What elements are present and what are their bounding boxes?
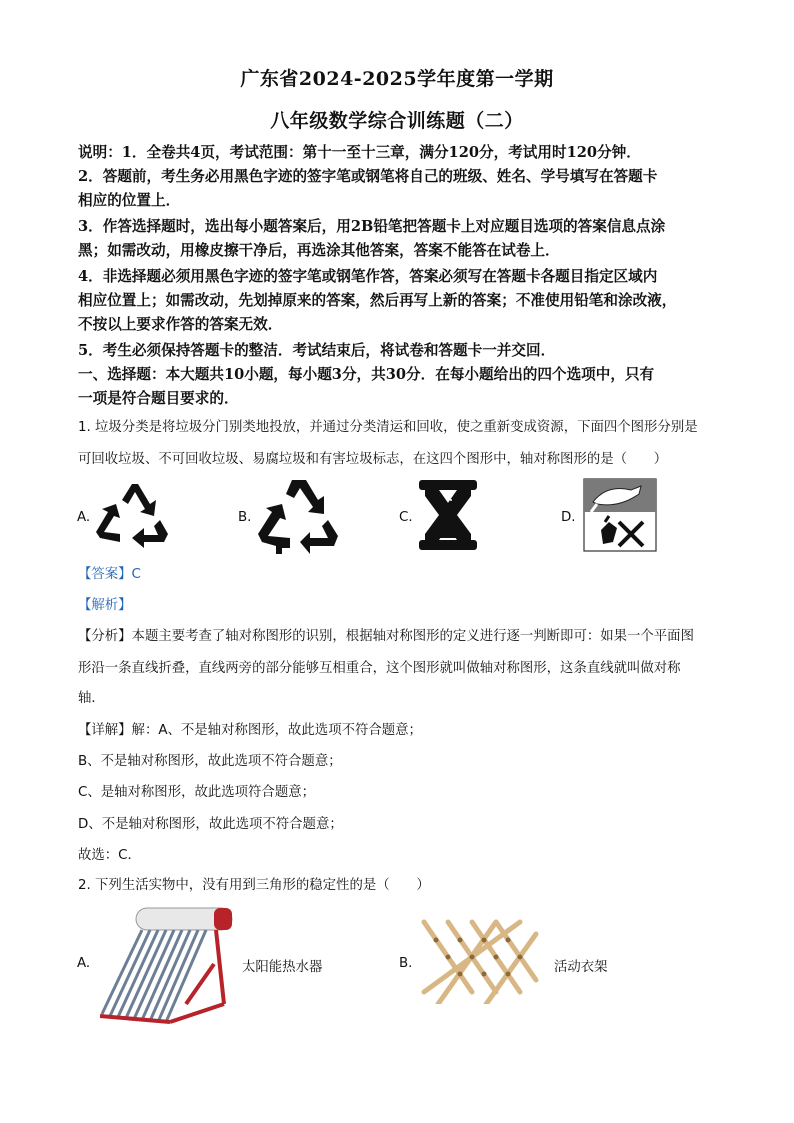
option-d-label: D. <box>561 510 576 525</box>
solar-water-heater-image <box>96 904 236 1024</box>
analysis-line: 【分析】本题主要考查了轴对称图形的识别，根据轴对称图形的定义进行逐一判断即可：如果一个平面图 <box>78 629 694 644</box>
option-a-label: A. <box>77 510 91 525</box>
section-heading: 一、选择题：本大题共10小题，每小题3分，共30分．在每小题给出的四个选项中，只有 <box>78 366 655 383</box>
instruction-line: 不按以上要求作答的答案无效． <box>78 316 283 333</box>
clothes-rack-caption: 活动衣架 <box>554 960 608 975</box>
instruction-line: 相应位置上；如需改动，先划掉原来的答案，然后再写上新的答案；不准使用铅笔和涂改液， <box>78 292 677 309</box>
detail-line: C、是轴对称图形，故此选项符合题意； <box>78 785 315 800</box>
q2-option-a-label: A. <box>77 956 91 971</box>
folding-clothes-rack-image <box>416 912 544 1004</box>
non-recyclable-waste-icon <box>256 476 342 556</box>
option-c-label: C. <box>399 510 413 525</box>
exam-title: 广东省2024-2025学年度第一学期 <box>240 68 554 90</box>
instruction-line: 5．考生必须保持答题卡的整洁．考试结束后，将试卷和答题卡一并交回． <box>78 342 556 359</box>
exam-subtitle: 八年级数学综合训练题（二） <box>270 110 524 132</box>
option-b-label: B. <box>238 510 252 525</box>
instruction-line: 相应的位置上． <box>78 192 181 209</box>
answer-text: 【答案】C <box>78 567 141 582</box>
jiexi-label: 【解析】 <box>78 598 132 613</box>
instruction-line: 2．答题前，考生务必用黑色字迹的签字笔或钢笔将自己的班级、姓名、学号填写在答题卡 <box>78 168 658 185</box>
question-1-stem: 可回收垃圾、不可回收垃圾、易腐垃圾和有害垃圾标志，在这四个图形中，轴对称图形的是（ ） <box>78 452 668 467</box>
analysis-line: 形沿一条直线折叠，直线两旁的部分能够互相重合，这个图形就叫做轴对称图形，这条直线就叫做对称 <box>78 661 681 676</box>
perishable-waste-icon <box>417 478 479 552</box>
detail-line: 【详解】解：A、不是轴对称图形，故此选项不符合题意； <box>78 723 422 738</box>
answer-label <box>78 565 141 585</box>
question-1-stem: 1. 垃圾分类是将垃圾分门别类地投放，并通过分类清运和回收，使之重新变成资源，下面四个图形分别是 <box>78 420 698 435</box>
analysis-line: 轴． <box>78 691 105 706</box>
detail-line: D、不是轴对称图形，故此选项不符合题意； <box>78 817 343 832</box>
detail-line: B、不是轴对称图形，故此选项不符合题意； <box>78 754 342 769</box>
instruction-line: 说明：1．全卷共4页，考试范围：第十一至十三章，满分120分，考试用时120分钟． <box>78 144 641 161</box>
instruction-line: 黑；如需改动，用橡皮擦干净后，再选涂其他答案，答案不能答在试卷上． <box>78 242 560 259</box>
instruction-line: 3．作答选择题时，选出每小题答案后，用2B铅笔把答题卡上对应题目选项的答案信息点涂 <box>78 218 666 235</box>
q2-option-b-label: B. <box>399 956 413 971</box>
section-heading: 一项是符合题目要求的． <box>78 390 239 407</box>
question-2-stem: 2. 下列生活实物中，没有用到三角形的稳定性的是（ ） <box>78 878 430 893</box>
detail-line: 故选：C． <box>78 848 141 863</box>
solar-heater-caption: 太阳能热水器 <box>242 960 323 975</box>
hazardous-waste-icon <box>583 478 657 552</box>
recyclable-waste-icon <box>92 480 172 552</box>
instruction-line: 4．非选择题必须用黑色字迹的签字笔或钢笔作答，答案必须写在答题卡各题目指定区域内 <box>78 268 658 285</box>
